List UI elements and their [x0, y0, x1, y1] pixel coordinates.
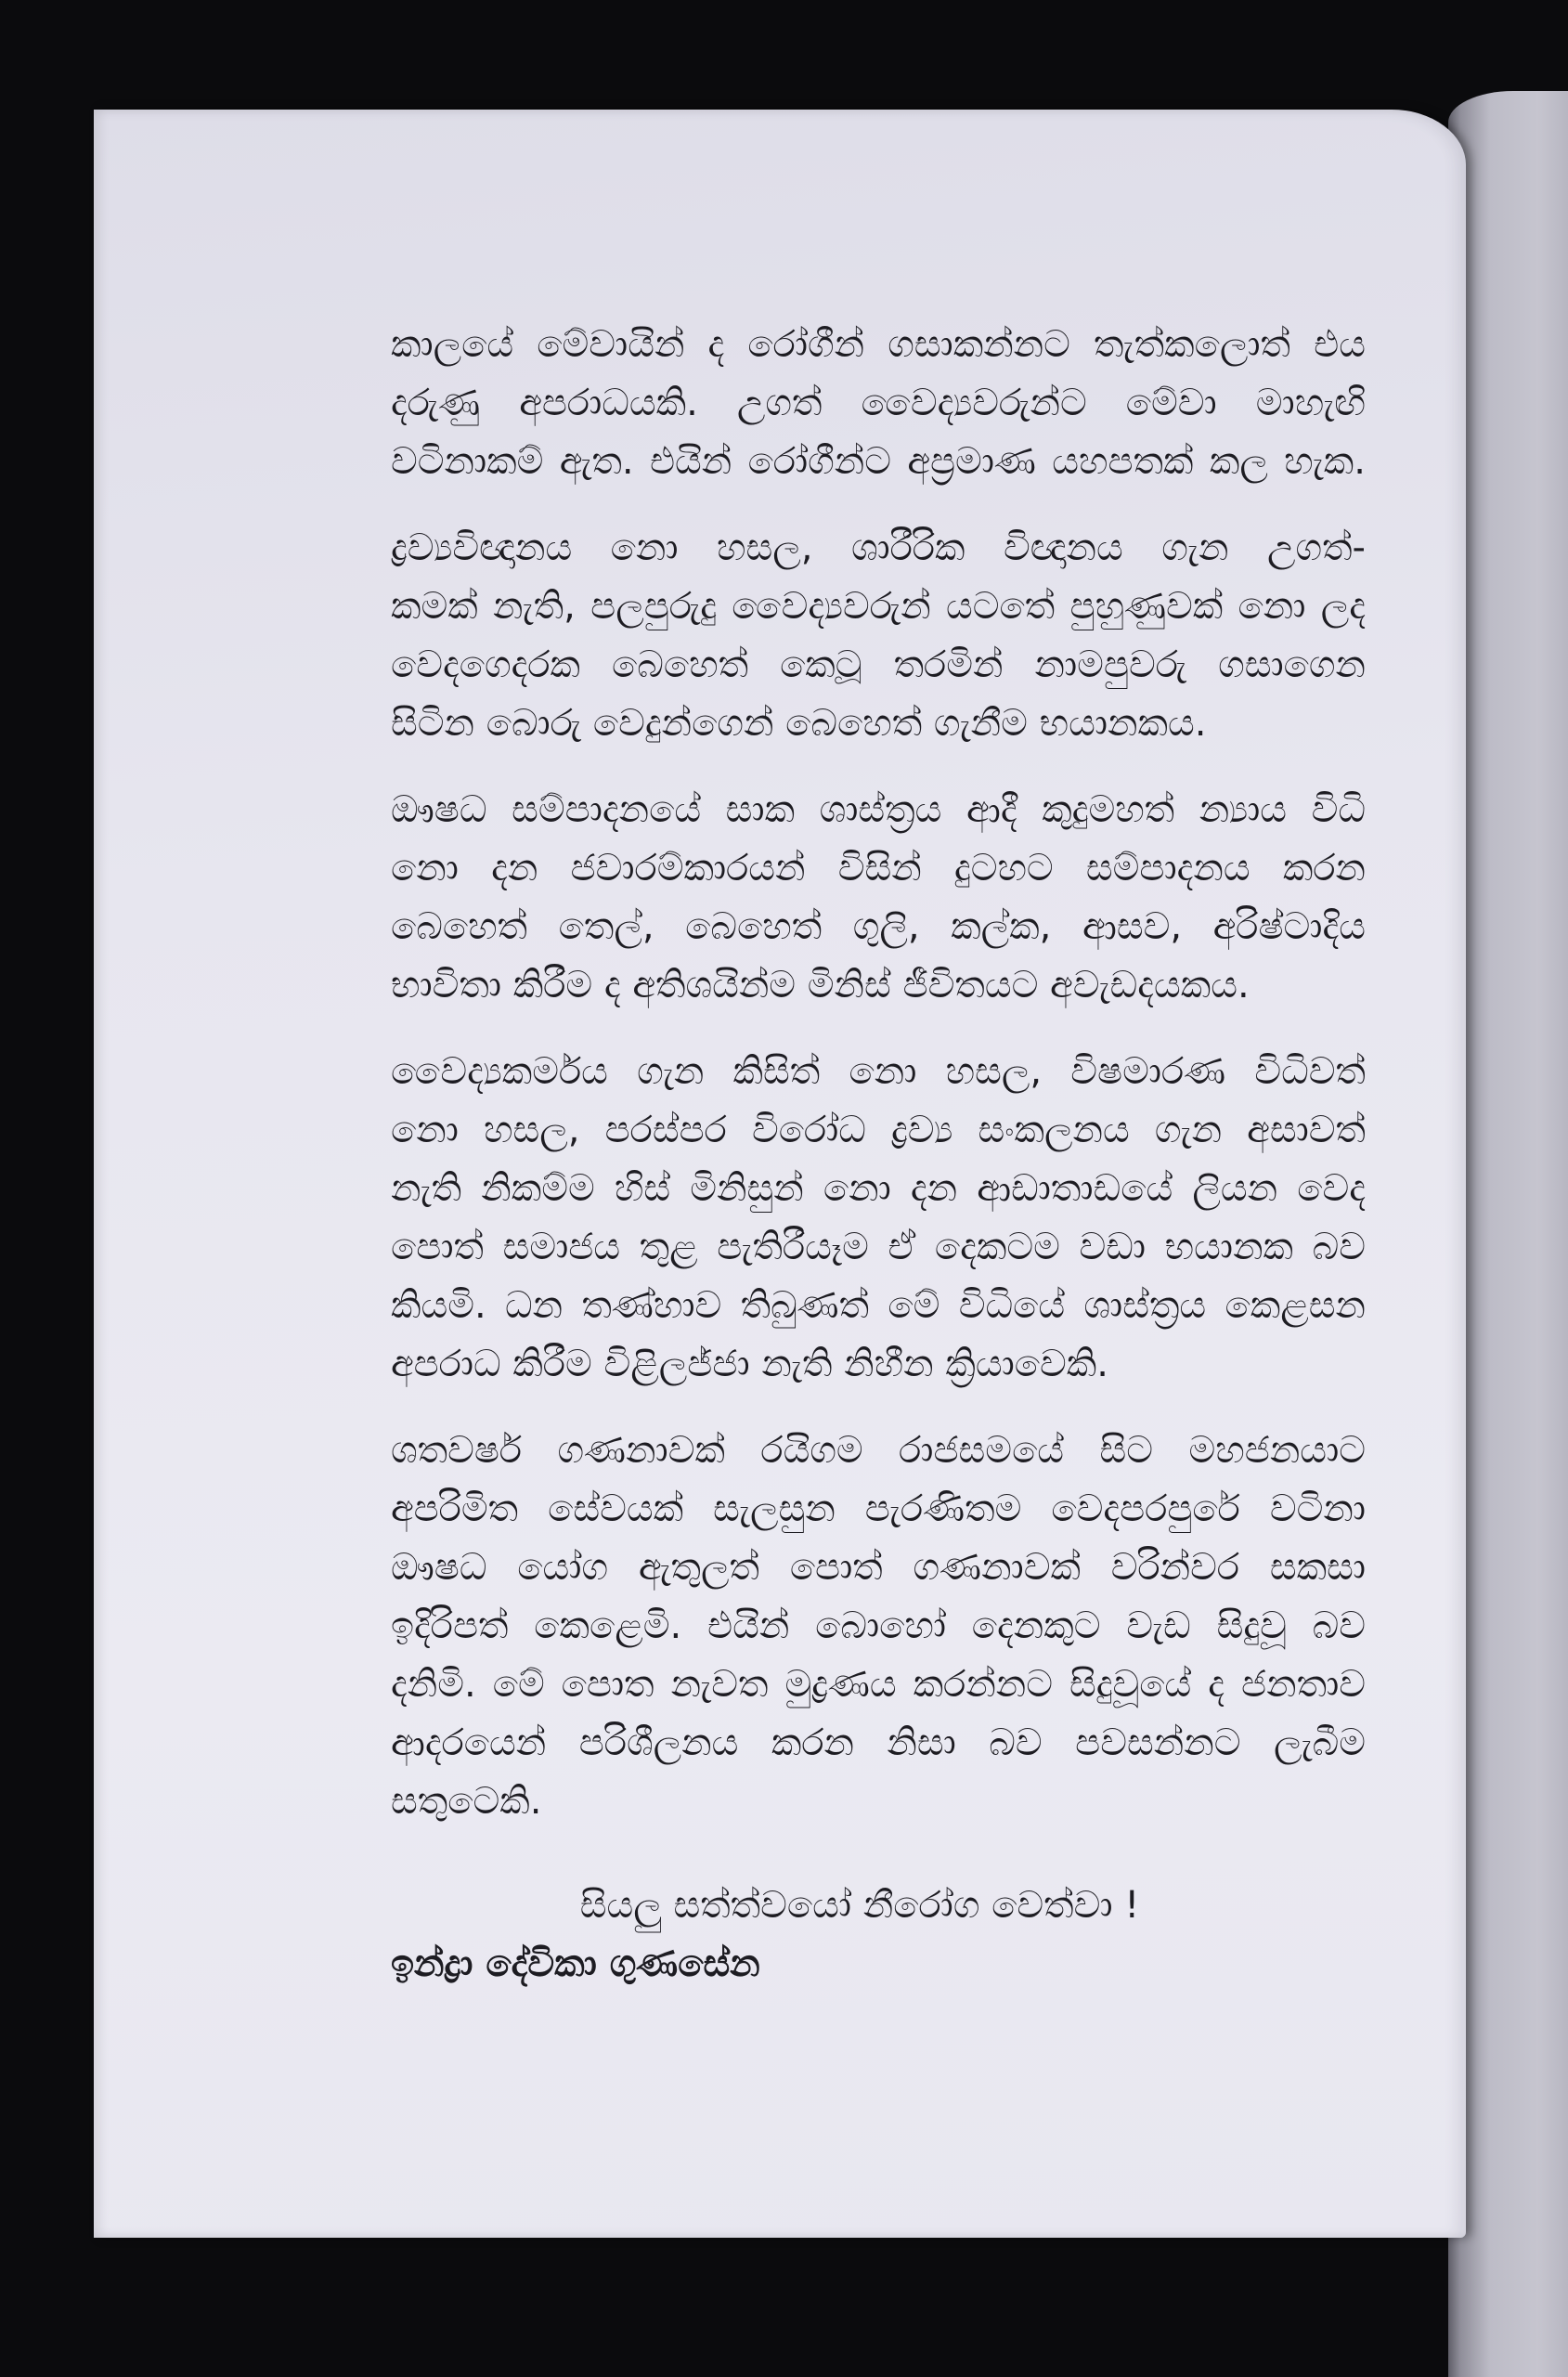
- text-line: අපරිමිත සේවයක් සැලසුන පැරණිතම වෙදපරපුරේ වටිනා: [391, 1487, 1366, 1530]
- text-line: පොත් සමාජය තුළ පැතිරීයෑම ඒ දෙකටම වඩා භයානක බව: [391, 1226, 1366, 1268]
- text-line: වෛද්‍යකර්මය ගැන කිසිත් නො හසල, විෂමාරණ විධිවත්: [391, 1050, 1366, 1093]
- closing-blessing: සියලු සත්ත්වයෝ නීරෝග වෙත්වා !: [579, 1884, 1140, 1927]
- text-line: නො දන ජවාරම්කාරයන් විසින් දුටහට සම්පාදනය කරන: [391, 847, 1366, 890]
- text-line: ඉදිරිපත් කෙළෙමි. එයින් බොහෝ දෙනකුට වැඩ සිදුවූ බව: [391, 1604, 1366, 1647]
- text-line: ආදරයෙන් පරිශීලනය කරන නිසා බව පවසන්නට ලැබීම: [391, 1721, 1366, 1764]
- text-line: ඖෂධ යෝග ඇතුලත් පොත් ගණනාවක් වරින්වර සකසා: [391, 1546, 1366, 1589]
- text-line: වටිනාකම් ඇත. එයින් රෝගීන්ට අප්‍රමාණ යහපතක් කල හැක.: [391, 440, 1366, 483]
- underlying-page-edge: [1448, 91, 1568, 2377]
- paragraph: [391, 519, 1366, 753]
- author-signature: ඉන්ද්‍රා දේවිකා ගුණසේන: [391, 1942, 760, 1985]
- text-line: වෙදගෙදරක බෙහෙත් කෙටූ තරමින් නාමපුවරු ගසාගෙන: [391, 643, 1366, 686]
- text-line: කමක් නැති, පලපුරුදු වෛද්‍යවරුන් යටතේ පුහුණුවක් නො ලද: [391, 585, 1366, 628]
- paragraph: [391, 1043, 1366, 1394]
- page-text-block: [391, 316, 1366, 1994]
- text-line: භාවිතා කිරීම ද අතිශයින්ම මිනිස් ජීවිතයට අවැඩදයකය.: [391, 964, 1250, 1007]
- text-line: ශතවර්ෂ ගණනාවක් රයිගම රාජසමයේ සිට මහජනයාට: [391, 1429, 1366, 1472]
- book-page: [94, 110, 1466, 2238]
- paragraph: [391, 1422, 1366, 1831]
- text-line: සිටින බොරු වෙදුන්ගෙන් බෙහෙත් ගැනීම භයානකය.: [391, 702, 1207, 745]
- text-line: දනිමි. මේ පොත නැවත මුද්‍රණය කරන්නට සිදුවූයේ ද ජනතාව: [391, 1663, 1366, 1706]
- text-line: නො හසල, පරස්පර විරෝධ ද්‍රව්‍ය සංකලනය ගැන අසාවත්: [391, 1109, 1366, 1151]
- text-line: නැති නිකම්ම හිස් මිනිසුන් නො දන ආඩාතාඩයේ ලියන වෙද: [391, 1167, 1366, 1210]
- text-line: අපරාධ කිරීම විළිලජ්ජා නැති නිහීන ක්‍රියාවෙකි.: [391, 1343, 1108, 1385]
- text-line: කාලයේ මේවායින් ද රෝගීන් ගසාකන්නට තැත්කලොත් එය: [391, 323, 1366, 366]
- paragraph: [391, 781, 1366, 1015]
- text-line: කියමි. ධන තණ්හාව තිබුණත් මේ විධියේ ශාස්ත්‍රය කෙළසන: [391, 1284, 1366, 1327]
- text-line: ඖෂධ සම්පාදනයේ සාක ශාස්ත්‍රය ආදී කුදුමහත් න්‍යාය විධි: [391, 788, 1366, 831]
- text-line: ද්‍රව්‍යවිඥානය නො හසල, ශාරීරික විඥානය ගැන උගත්-: [391, 526, 1366, 569]
- paragraph: [391, 316, 1366, 491]
- text-line: බෙහෙත් තෙල්, බෙහෙත් ගුලි, කල්ක, ආසව, අරිෂ්ටාදිය: [391, 905, 1366, 948]
- text-line: සතුටෙකි.: [391, 1780, 542, 1823]
- text-line: දරුණු අපරාධයකි. උගත් වෛද්‍යවරුන්ට මේවා මාහැඟි: [391, 382, 1366, 424]
